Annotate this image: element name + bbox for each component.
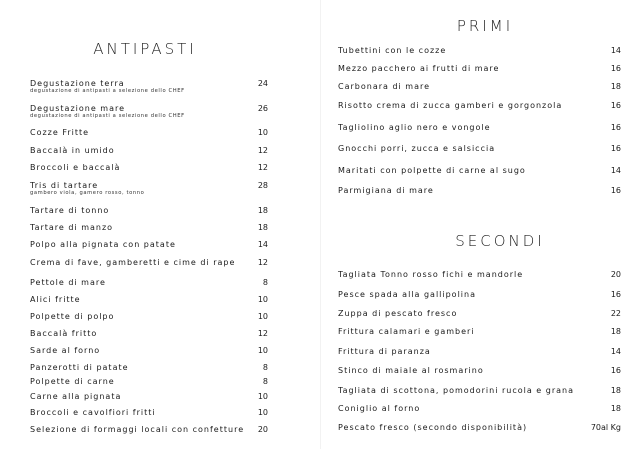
dish-price: 70al Kg [590,423,621,432]
dish-description: gambero viola, gamero rosso, tonno [30,190,145,196]
dish-name: Tagliata Tonno rosso fichi e mandorle [338,270,524,279]
dish-price: 18 [257,223,268,232]
dish-price: 18 [610,82,621,91]
dish-name: Frittura di paranza [338,347,431,356]
dish-price: 10 [257,128,268,137]
dish-price: 16 [610,123,621,132]
dish-name: Mezzo pacchero ai frutti di mare [338,64,500,73]
dish-name: Tubettini con le cozze [338,46,447,55]
dish-description: degustazione di antipasti a selezione dello CHEF [30,88,185,94]
dish-price: 14 [610,347,621,356]
dish-name: Coniglio al forno [338,404,421,413]
dish-name: Stinco di maiale al rosmarino [338,366,484,375]
right-page [320,0,640,449]
dish-name: Tagliolino aglio nero e vongole [338,123,491,132]
dish-name: Gnocchi porri, zucca e salsiccia [338,144,496,153]
dish-price: 8 [262,363,268,372]
dish-price: 12 [257,146,268,155]
dish-name: Carne alla pignata [30,392,122,401]
dish-name: Selezione di formaggi locali con confetture [30,425,245,434]
dish-name: Tartare di tonno [30,206,110,215]
dish-price: 20 [257,425,268,434]
dish-price: 12 [257,329,268,338]
dish-price: 14 [610,166,621,175]
dish-name: Sarde al forno [30,346,101,355]
dish-price: 18 [257,206,268,215]
dish-price: 18 [610,386,621,395]
dish-price: 10 [257,295,268,304]
dish-name: Tagliata di scottona, pomodorini rucola e grana [338,386,575,395]
dish-price: 14 [610,46,621,55]
dish-name: Alici fritte [30,295,81,304]
secondi-title: SECONDI [455,232,545,250]
dish-price: 10 [257,346,268,355]
dish-description: degustazione di antipasti a selezione dello CHEF [30,113,185,119]
dish-name: Baccalà in umido [30,146,115,155]
dish-name: Baccalà fritto [30,329,98,338]
dish-price: 12 [257,258,268,267]
dish-name: Degustazione mare [30,104,126,113]
dish-price: 14 [257,240,268,249]
dish-name: Broccoli e baccalà [30,163,121,172]
dish-price: 16 [610,64,621,73]
dish-name: Frittura calamari e gamberi [338,327,475,336]
antipasti-title: ANTIPASTI [93,40,197,58]
dish-price: 18 [610,404,621,413]
primi-title: PRIMI [456,17,514,35]
dish-price: 10 [257,408,268,417]
dish-name: Pesce spada alla gallipolina [338,290,476,299]
dish-name: Tartare di manzo [30,223,114,232]
dish-name: Polpette di polpo [30,312,115,321]
dish-name: Panzerotti di patate [30,363,129,372]
dish-price: 26 [257,104,268,113]
dish-name: Zuppa di pescato fresco [338,309,458,318]
dish-price: 16 [610,366,621,375]
dish-price: 18 [610,327,621,336]
dish-name: Parmigiana di mare [338,186,434,195]
dish-name: Pettole di mare [30,278,106,287]
dish-name: Crema di fave, gamberetti e cime di rape [30,258,236,267]
dish-price: 16 [610,186,621,195]
dish-price: 12 [257,163,268,172]
dish-price: 28 [257,181,268,190]
dish-price: 16 [610,144,621,153]
dish-name: Polpette di carne [30,377,115,386]
dish-price: 10 [257,392,268,401]
dish-name: Degustazione terra [30,79,125,88]
dish-price: 24 [257,79,268,88]
dish-name: Carbonara di mare [338,82,431,91]
dish-price: 22 [610,309,621,318]
dish-price: 16 [610,290,621,299]
dish-name: Maritati con polpette di carne al sugo [338,166,526,175]
dish-price: 20 [610,270,621,279]
dish-name: Broccoli e cavolfiori fritti [30,408,156,417]
dish-price: 16 [610,101,621,110]
dish-name: Polpo alla pignata con patate [30,240,176,249]
dish-price: 8 [262,377,268,386]
dish-name: Risotto crema di zucca gamberi e gorgonzola [338,101,563,110]
dish-name: Pescato fresco (secondo disponibilità) [338,423,528,432]
dish-price: 8 [262,278,268,287]
dish-price: 10 [257,312,268,321]
dish-name: Cozze Fritte [30,128,90,137]
dish-name: Tris di tartare [30,181,99,190]
